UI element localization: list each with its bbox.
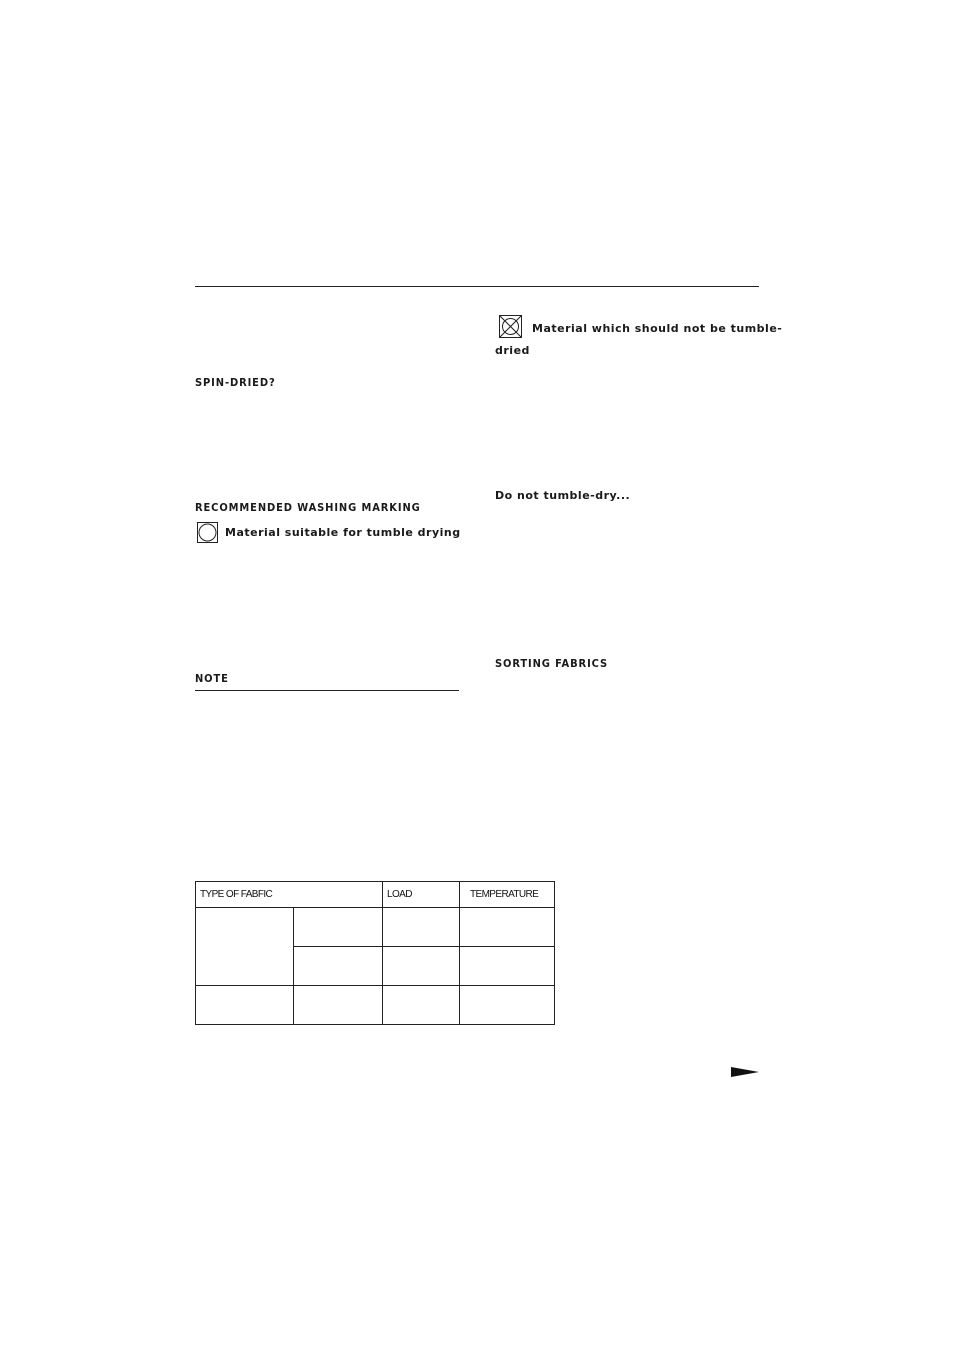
no-tumble-text-line1: Material which should not be tumble-: [532, 322, 783, 335]
no-tumble-text-line2: dried: [495, 344, 530, 357]
table-cell: [196, 986, 294, 1025]
load-header: LOAD: [383, 882, 460, 908]
table-cell: [294, 947, 383, 986]
washing-marking-heading: RECOMMENDED WASHING MARKING: [195, 501, 421, 514]
table-row: [196, 908, 555, 947]
table-cell: [383, 908, 460, 947]
do-not-tumble-heading: Do not tumble-dry...: [495, 489, 631, 502]
table-cell: [294, 908, 383, 947]
temperature-header: TEMPERATURE: [460, 882, 555, 908]
tumble-suitable-text: Material suitable for tumble drying: [225, 526, 461, 539]
table-cell: [294, 986, 383, 1025]
table-cell: [383, 986, 460, 1025]
next-page-arrow-icon: [731, 1062, 759, 1081]
spin-dried-heading: SPIN-DRIED?: [195, 376, 276, 389]
table-cell: [196, 908, 294, 986]
table-row: [196, 986, 555, 1025]
table-cell: [460, 986, 555, 1025]
tumble-dry-crossed-icon: [499, 315, 522, 338]
sorting-fabrics-heading: SORTING FABRICS: [495, 657, 609, 670]
top-rule: [195, 286, 759, 287]
type-of-fabric-header: TYPE OF FABFIC: [196, 882, 383, 908]
table-header-row: [196, 882, 555, 908]
table-cell: [383, 947, 460, 986]
table-cell: [460, 908, 555, 947]
fabric-table: [195, 881, 555, 1025]
tumble-dry-circle-icon: [197, 522, 218, 543]
note-rule: [195, 690, 459, 691]
note-heading: NOTE: [195, 672, 229, 685]
table-cell: [460, 947, 555, 986]
